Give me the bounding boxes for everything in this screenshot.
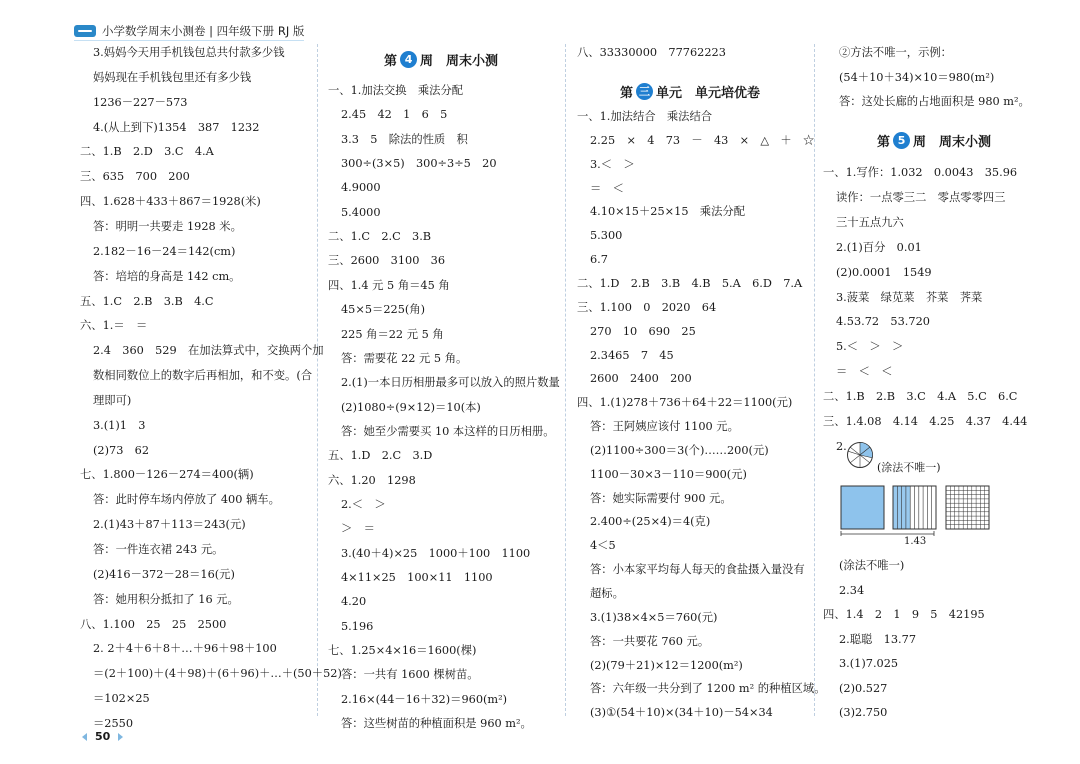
answer-line: 三、2600 3100 36 bbox=[328, 254, 446, 268]
answer-line: 四、1.4 元 5 角＝45 角 bbox=[328, 278, 450, 292]
page-header bbox=[74, 22, 304, 40]
answer-line: 答：她实际需要付 900 元。 bbox=[590, 491, 732, 505]
answer-line: 六、1.20 1298 bbox=[328, 473, 416, 487]
page-number: 50 bbox=[95, 730, 111, 743]
answer-line: 2.45 42 1 6 5 bbox=[341, 108, 448, 122]
unit-number-badge: 三 bbox=[636, 83, 653, 100]
answer-line: 4.10×15＋25×15 乘法分配 bbox=[590, 205, 745, 219]
answer-line: (2)(79＋21)×12＝1200(m²) bbox=[590, 658, 743, 672]
answer-line: 4.20 bbox=[341, 595, 367, 609]
answer-line: ＝(2＋100)＋(4＋98)＋(6＋96)＋…＋(50＋52) bbox=[93, 667, 342, 681]
section-title-week-5 bbox=[877, 131, 991, 150]
answer-line: 答：这处长廊的占地面积是 980 m²。 bbox=[839, 95, 1030, 108]
answer-line: 2.4 360 529 在加法算式中，交换两个加 bbox=[93, 344, 324, 358]
column-divider bbox=[565, 44, 566, 716]
answer-line: 300÷(3×5) 300÷3÷5 20 bbox=[341, 157, 497, 171]
answer-line: 三、1.100 0 2020 64 bbox=[577, 300, 717, 314]
answer-line: (2)0.0001 1549 bbox=[836, 265, 932, 279]
answer-line: 3.(1)38×4×5＝760(元) bbox=[590, 610, 718, 624]
answer-line: (2)416－372－28＝16(元) bbox=[93, 567, 235, 581]
answer-line: 三、1.4.08 4.14 4.25 4.37 4.44 bbox=[823, 415, 1028, 428]
answer-line: 二、1.B 2.D 3.C 4.A bbox=[80, 145, 214, 159]
answer-line: 一、1.写作：1.032 0.0043 35.96 bbox=[823, 166, 1018, 179]
answer-line: 2.3465 7 45 bbox=[590, 348, 674, 362]
answer-line: 2600 2400 200 bbox=[590, 372, 692, 386]
answer-line: 5.300 bbox=[590, 229, 623, 243]
answer-line: ②方法不唯一，示例： bbox=[839, 46, 952, 59]
answer-line: 2.(1)百分 0.01 bbox=[836, 240, 922, 254]
answer-line: 答：六年级一共分到了 1200 m² 的种植区域。 bbox=[590, 682, 826, 696]
answer-line: 2. bbox=[836, 439, 847, 453]
answer-line: ＝2550 bbox=[93, 716, 134, 730]
answer-line: 5.196 bbox=[341, 619, 374, 633]
figure-note: (涂法不唯一) bbox=[877, 461, 941, 474]
answer-line: 一、1.加法交换 乘法分配 bbox=[328, 84, 464, 97]
figure-axis-label: 1.43 bbox=[904, 536, 927, 547]
answer-line: 3.菠菜 绿苋菜 芥菜 荠菜 bbox=[836, 290, 983, 304]
answer-line: 3.(40＋4)×25 1000＋100 1100 bbox=[341, 546, 531, 560]
answer-line: (2)73 62 bbox=[93, 443, 150, 457]
answer-line: (2)0.527 bbox=[839, 681, 888, 695]
answer-line: ＝ ＜ ＜ bbox=[836, 365, 893, 379]
answer-line: 四、1.628＋433＋867＝1928(米) bbox=[80, 195, 261, 209]
answer-line: 三、635 700 200 bbox=[80, 170, 190, 184]
answer-line: 答：明明一共要走 1928 米。 bbox=[93, 219, 242, 233]
answer-line: 答：培培的身高是 142 cm。 bbox=[93, 269, 241, 283]
answer-line: ＞ ＝ bbox=[341, 522, 375, 536]
title-suffix: 周 周末小测 bbox=[913, 135, 992, 150]
answer-line: (3)2.750 bbox=[839, 706, 888, 719]
section-title-week-4 bbox=[384, 50, 498, 69]
answer-line: 4.9000 bbox=[341, 181, 381, 195]
title-suffix: 单元 单元培优卷 bbox=[656, 86, 761, 101]
answer-line: 2.182－16－24＝142(cm) bbox=[93, 244, 236, 258]
answer-line: 六、1.＝ ＝ bbox=[80, 319, 148, 333]
section-title-unit-3 bbox=[620, 82, 760, 101]
answer-line: (3)①(54＋10)×(34＋10)－54×34 bbox=[590, 706, 773, 720]
answer-line: 4＜5 bbox=[590, 539, 616, 553]
answer-line: 2.＜ ＞ bbox=[341, 497, 386, 511]
header-divider bbox=[74, 40, 304, 41]
answer-line: 二、1.D 2.B 3.B 4.B 5.A 6.D 7.A bbox=[577, 276, 803, 290]
answer-line: ＝102×25 bbox=[93, 692, 150, 706]
answer-line: 读作：一点零三二 零点零零四三 bbox=[836, 190, 1006, 204]
answer-line: 答：一共要花 760 元。 bbox=[590, 634, 710, 648]
answer-line: 答：她用积分抵扣了 16 元。 bbox=[93, 592, 239, 606]
title-suffix: 周 周末小测 bbox=[420, 54, 499, 69]
answer-line: 答：需要花 22 元 5 角。 bbox=[341, 351, 468, 365]
answer-line: (54＋10＋34)×10＝980(m²) bbox=[839, 70, 995, 84]
title-prefix: 第 bbox=[877, 135, 891, 150]
answer-line: 5.＜ ＞ ＞ bbox=[836, 340, 904, 354]
answer-line: 八、33330000 77762223 bbox=[577, 46, 726, 59]
answer-line: 答：王阿姨应该付 1100 元。 bbox=[590, 420, 739, 434]
answer-line: 3.3 5 除法的性质 积 bbox=[341, 132, 468, 146]
answer-line: 2.25 × 4 73 － 43 × △ ＋ ☆ bbox=[590, 133, 815, 147]
page-footer bbox=[82, 730, 123, 743]
answer-line: 答：小本家平均每人每天的食盐摄入量没有 bbox=[590, 563, 805, 577]
answer-line: (2)1080÷(9×12)＝10(本) bbox=[341, 400, 481, 414]
week-number-badge: 4 bbox=[400, 51, 417, 68]
answer-line: 五、1.D 2.C 3.D bbox=[328, 449, 433, 463]
answer-line: 答：这些树苗的种植面积是 960 m²。 bbox=[341, 717, 532, 731]
header-title: 小学数学周末小测卷 | 四年级下册 RJ 版 bbox=[102, 24, 305, 38]
answer-line: 二、1.C 2.C 3.B bbox=[328, 230, 432, 244]
title-prefix: 第 bbox=[620, 86, 634, 101]
answer-line: 2. 2＋4＋6＋8＋…＋96＋98＋100 bbox=[93, 642, 277, 656]
pie-figure bbox=[846, 441, 874, 469]
answer-line: 答：此时停车场内停放了 400 辆车。 bbox=[93, 493, 280, 507]
answer-line: 45×5＝225(角) bbox=[341, 303, 425, 317]
answer-line: 理即可) bbox=[93, 393, 132, 407]
answer-line: 4×11×25 100×11 1100 bbox=[341, 571, 493, 584]
answer-line: 2.16×(44－16＋32)＝960(m²) bbox=[341, 692, 508, 706]
answer-line: 二、1.B 2.B 3.C 4.A 5.C 6.C bbox=[823, 390, 1018, 404]
answer-line: 2.(1)43＋87＋113＝243(元) bbox=[93, 518, 246, 532]
week-number-badge: 5 bbox=[893, 132, 910, 149]
answer-line: 2.400÷(25×4)＝4(克) bbox=[590, 515, 711, 529]
answer-line: 答：她至少需要买 10 本这样的日历相册。 bbox=[341, 424, 555, 438]
answer-line: 3.妈妈今天用手机钱包总共付款多少钱 bbox=[93, 46, 285, 59]
next-page-icon bbox=[118, 733, 123, 741]
answer-line: 八、1.100 25 25 2500 bbox=[80, 617, 227, 631]
answer-line: 一、1.加法结合 乘法结合 bbox=[577, 110, 713, 123]
answer-line: 数相同数位上的数字后再相加，和不变。(合 bbox=[93, 369, 313, 383]
answer-line: (涂法不唯一) bbox=[839, 559, 905, 572]
answer-line: (2)1100÷300＝3(个)……200(元) bbox=[590, 443, 769, 457]
answer-line: 4.(从上到下)1354 387 1232 bbox=[93, 120, 260, 134]
answer-line: 妈妈现在手机钱包里还有多少钱 bbox=[93, 70, 252, 84]
column-divider bbox=[317, 44, 318, 716]
answer-line: 答：一件连衣裙 243 元。 bbox=[93, 543, 224, 556]
answer-line: 225 角＝22 元 5 角 bbox=[341, 327, 444, 341]
answer-line: 2.34 bbox=[839, 583, 865, 597]
answer-line: 七、1.800－126－274＝400(辆) bbox=[80, 468, 254, 482]
answer-line: 4.53.72 53.720 bbox=[836, 315, 930, 329]
prev-page-icon bbox=[82, 733, 87, 741]
answer-line: 1236－227－573 bbox=[93, 95, 188, 109]
title-prefix: 第 bbox=[384, 54, 398, 69]
answer-line: 3.＜ ＞ bbox=[590, 157, 635, 171]
brand-logo-icon bbox=[74, 25, 96, 37]
answer-line: 3.(1)1 3 bbox=[93, 418, 146, 432]
answer-line: 七、1.25×4×16＝1600(棵) bbox=[328, 644, 477, 658]
answer-line: 三十五点九六 bbox=[836, 215, 904, 229]
answer-line: 2.(1)一本日历相册最多可以放入的照片数量 bbox=[341, 376, 560, 390]
answer-line: 答：一共有 1600 棵树苗。 bbox=[341, 668, 479, 682]
answer-line: 5.4000 bbox=[341, 205, 381, 219]
answer-line: 2.聪聪 13.77 bbox=[839, 632, 917, 646]
answer-line: 3.(1)7.025 bbox=[839, 657, 899, 670]
answer-line: 6.7 bbox=[590, 253, 608, 267]
answer-line: 超标。 bbox=[590, 587, 624, 600]
answer-line: 四、1.4 2 1 9 5 42195 bbox=[823, 608, 985, 621]
answer-line: 270 10 690 25 bbox=[590, 324, 696, 338]
answer-line: 1100－30×3－110＝900(元) bbox=[590, 467, 747, 481]
answer-line: 五、1.C 2.B 3.B 4.C bbox=[80, 294, 214, 308]
answer-line: 四、1.(1)278＋736＋64＋22＝1100(元) bbox=[577, 396, 793, 410]
answer-line: ＝ ＜ bbox=[590, 181, 624, 195]
